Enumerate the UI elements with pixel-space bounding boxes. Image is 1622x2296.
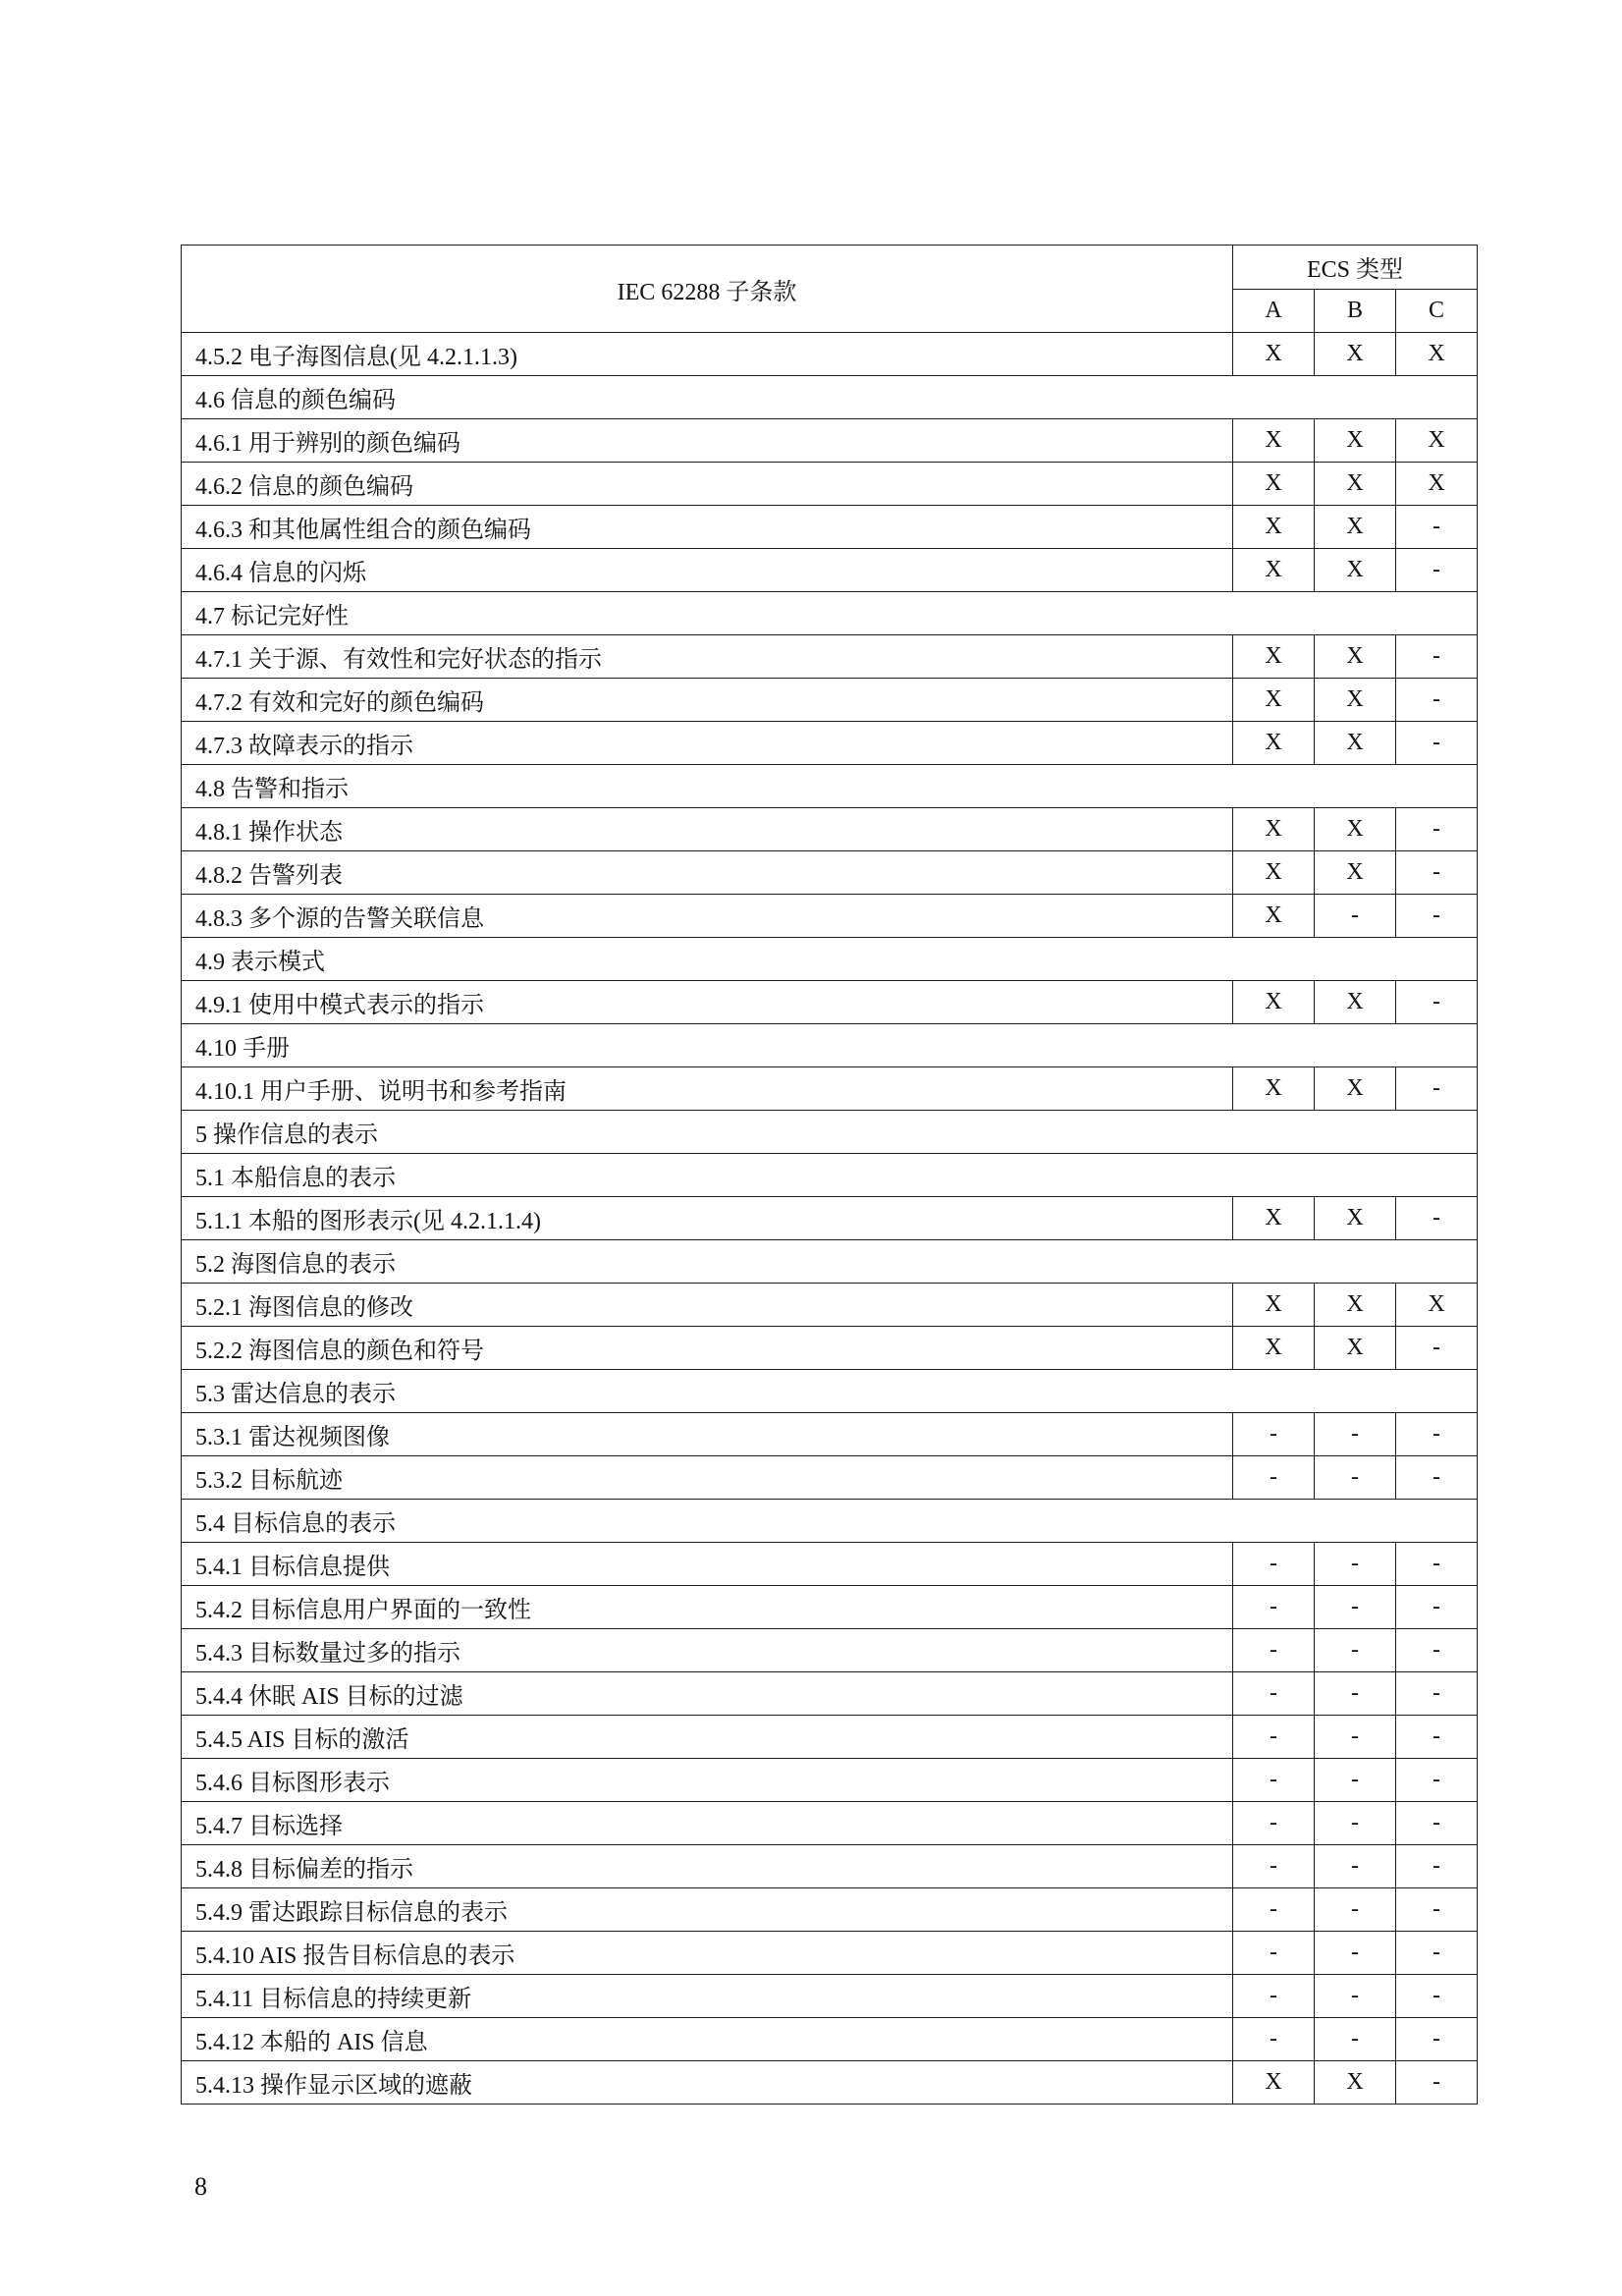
header-item-title: IEC 62288 子条款 [182, 246, 1233, 333]
section-heading: 5.3 雷达信息的表示 [182, 1370, 1478, 1413]
section-heading: 5.1 本船信息的表示 [182, 1154, 1478, 1197]
ecs-c-mark: - [1396, 981, 1478, 1024]
ecs-b-mark: X [1315, 549, 1396, 592]
ecs-a-mark: - [1233, 2018, 1315, 2061]
clause-label: 5.4.8 目标偏差的指示 [182, 1845, 1233, 1888]
ecs-a-mark: - [1233, 1672, 1315, 1716]
ecs-a-mark: - [1233, 1975, 1315, 2018]
clause-label: 4.7.2 有效和完好的颜色编码 [182, 679, 1233, 722]
clause-label: 4.6.2 信息的颜色编码 [182, 463, 1233, 506]
table-row [182, 463, 1478, 506]
ecs-c-mark: X [1396, 333, 1478, 376]
clause-label: 5.4.9 雷达跟踪目标信息的表示 [182, 1888, 1233, 1932]
header-ecs-type: ECS 类型 [1233, 246, 1478, 290]
ecs-b-mark: X [1315, 722, 1396, 765]
ecs-c-mark: - [1396, 808, 1478, 851]
section-heading: 5.4 目标信息的表示 [182, 1500, 1478, 1543]
ecs-b-mark: X [1315, 679, 1396, 722]
ecs-a-mark: X [1233, 808, 1315, 851]
clause-label: 4.10.1 用户手册、说明书和参考指南 [182, 1067, 1233, 1111]
ecs-b-mark: - [1315, 1413, 1396, 1456]
ecs-b-mark: - [1315, 1629, 1396, 1672]
ecs-b-mark: - [1315, 1759, 1396, 1802]
ecs-b-mark: X [1315, 2061, 1396, 2105]
ecs-c-mark: - [1396, 1197, 1478, 1240]
clause-label: 5.4.4 休眠 AIS 目标的过滤 [182, 1672, 1233, 1716]
section-heading: 4.7 标记完好性 [182, 592, 1478, 635]
section-row [182, 592, 1478, 635]
ecs-a-mark: X [1233, 333, 1315, 376]
table-row [182, 981, 1478, 1024]
section-heading: 4.8 告警和指示 [182, 765, 1478, 808]
ecs-a-mark: - [1233, 1932, 1315, 1975]
ecs-a-mark: - [1233, 1802, 1315, 1845]
ecs-c-mark: - [1396, 1802, 1478, 1845]
section-heading: 4.9 表示模式 [182, 938, 1478, 981]
ecs-c-mark: - [1396, 549, 1478, 592]
clause-label: 5.4.12 本船的 AIS 信息 [182, 2018, 1233, 2061]
clause-label: 5.4.7 目标选择 [182, 1802, 1233, 1845]
ecs-b-mark: X [1315, 1067, 1396, 1111]
ecs-c-mark: - [1396, 1327, 1478, 1370]
table-row [182, 1672, 1478, 1716]
ecs-c-mark: - [1396, 722, 1478, 765]
ecs-c-mark: - [1396, 1586, 1478, 1629]
section-row [182, 1111, 1478, 1154]
ecs-b-mark: - [1315, 1888, 1396, 1932]
header-col-b: B [1315, 289, 1396, 333]
clause-label: 5.4.11 目标信息的持续更新 [182, 1975, 1233, 2018]
clause-label: 4.7.1 关于源、有效性和完好状态的指示 [182, 635, 1233, 679]
ecs-b-mark: - [1315, 1543, 1396, 1586]
ecs-c-mark: X [1396, 463, 1478, 506]
section-row [182, 765, 1478, 808]
clause-label: 4.7.3 故障表示的指示 [182, 722, 1233, 765]
clause-label: 5.2.2 海图信息的颜色和符号 [182, 1327, 1233, 1370]
table-row [182, 1802, 1478, 1845]
ecs-c-mark: X [1396, 419, 1478, 463]
ecs-a-mark: X [1233, 2061, 1315, 2105]
ecs-a-mark: - [1233, 1629, 1315, 1672]
clause-label: 5.2.1 海图信息的修改 [182, 1284, 1233, 1327]
ecs-b-mark: - [1315, 895, 1396, 938]
ecs-c-mark: - [1396, 1543, 1478, 1586]
section-heading: 5 操作信息的表示 [182, 1111, 1478, 1154]
clause-label: 5.4.5 AIS 目标的激活 [182, 1716, 1233, 1759]
clause-label: 5.3.1 雷达视频图像 [182, 1413, 1233, 1456]
page-number: 8 [194, 2172, 207, 2201]
ecs-c-mark: - [1396, 1456, 1478, 1500]
ecs-a-mark: X [1233, 895, 1315, 938]
table-row [182, 1759, 1478, 1802]
section-row [182, 1154, 1478, 1197]
requirements-table [181, 245, 1478, 2105]
section-row [182, 938, 1478, 981]
table-row [182, 722, 1478, 765]
clause-label: 4.6.1 用于辨别的颜色编码 [182, 419, 1233, 463]
ecs-c-mark: - [1396, 1888, 1478, 1932]
ecs-a-mark: X [1233, 463, 1315, 506]
ecs-b-mark: X [1315, 851, 1396, 895]
section-heading: 4.6 信息的颜色编码 [182, 376, 1478, 419]
ecs-a-mark: - [1233, 1543, 1315, 1586]
ecs-a-mark: - [1233, 1413, 1315, 1456]
ecs-a-mark: X [1233, 679, 1315, 722]
table-row [182, 1067, 1478, 1111]
ecs-b-mark: - [1315, 1845, 1396, 1888]
header-col-a: A [1233, 289, 1315, 333]
ecs-b-mark: X [1315, 808, 1396, 851]
ecs-b-mark: X [1315, 1327, 1396, 1370]
ecs-a-mark: X [1233, 1067, 1315, 1111]
ecs-c-mark: - [1396, 1845, 1478, 1888]
table-row [182, 1932, 1478, 1975]
table-row [182, 679, 1478, 722]
section-heading: 4.10 手册 [182, 1024, 1478, 1067]
ecs-c-mark: - [1396, 1716, 1478, 1759]
clause-label: 5.4.10 AIS 报告目标信息的表示 [182, 1932, 1233, 1975]
ecs-c-mark: - [1396, 1067, 1478, 1111]
table-row [182, 1975, 1478, 2018]
section-row [182, 1370, 1478, 1413]
ecs-a-mark: X [1233, 635, 1315, 679]
ecs-c-mark: - [1396, 506, 1478, 549]
section-heading: 5.2 海图信息的表示 [182, 1240, 1478, 1284]
ecs-b-mark: X [1315, 1197, 1396, 1240]
ecs-b-mark: - [1315, 1586, 1396, 1629]
table-row [182, 549, 1478, 592]
table-row [182, 2061, 1478, 2105]
table-header [182, 246, 1478, 333]
ecs-c-mark: - [1396, 2018, 1478, 2061]
ecs-b-mark: - [1315, 1672, 1396, 1716]
ecs-a-mark: X [1233, 1197, 1315, 1240]
section-row [182, 1500, 1478, 1543]
clause-label: 5.4.1 目标信息提供 [182, 1543, 1233, 1586]
table-body [182, 333, 1478, 2105]
table-row [182, 1716, 1478, 1759]
table-row [182, 635, 1478, 679]
ecs-a-mark: X [1233, 1327, 1315, 1370]
table-row [182, 1456, 1478, 1500]
clause-label: 4.8.1 操作状态 [182, 808, 1233, 851]
ecs-b-mark: X [1315, 1284, 1396, 1327]
table-row [182, 1197, 1478, 1240]
ecs-b-mark: X [1315, 333, 1396, 376]
table-row [182, 419, 1478, 463]
section-row [182, 376, 1478, 419]
clause-label: 4.8.3 多个源的告警关联信息 [182, 895, 1233, 938]
ecs-c-mark: - [1396, 1975, 1478, 2018]
clause-label: 4.9.1 使用中模式表示的指示 [182, 981, 1233, 1024]
ecs-a-mark: - [1233, 1456, 1315, 1500]
clause-label: 5.4.3 目标数量过多的指示 [182, 1629, 1233, 1672]
ecs-c-mark: - [1396, 635, 1478, 679]
ecs-c-mark: X [1396, 1284, 1478, 1327]
table-row [182, 851, 1478, 895]
ecs-b-mark: - [1315, 1802, 1396, 1845]
ecs-b-mark: - [1315, 1456, 1396, 1500]
ecs-b-mark: - [1315, 1716, 1396, 1759]
header-col-c: C [1396, 289, 1478, 333]
ecs-c-mark: - [1396, 1672, 1478, 1716]
table-row [182, 1629, 1478, 1672]
ecs-c-mark: - [1396, 1759, 1478, 1802]
ecs-b-mark: X [1315, 506, 1396, 549]
table-row [182, 808, 1478, 851]
ecs-c-mark: - [1396, 1629, 1478, 1672]
ecs-a-mark: X [1233, 419, 1315, 463]
ecs-a-mark: X [1233, 981, 1315, 1024]
table-row [182, 333, 1478, 376]
table-row [182, 2018, 1478, 2061]
table-row [182, 506, 1478, 549]
clause-label: 4.5.2 电子海图信息(见 4.2.1.1.3) [182, 333, 1233, 376]
ecs-a-mark: - [1233, 1845, 1315, 1888]
table-row [182, 1888, 1478, 1932]
ecs-b-mark: X [1315, 419, 1396, 463]
table-row [182, 1327, 1478, 1370]
ecs-c-mark: - [1396, 679, 1478, 722]
ecs-b-mark: X [1315, 981, 1396, 1024]
ecs-b-mark: X [1315, 635, 1396, 679]
table-row [182, 1543, 1478, 1586]
table-row [182, 1413, 1478, 1456]
ecs-a-mark: - [1233, 1586, 1315, 1629]
ecs-c-mark: - [1396, 895, 1478, 938]
clause-label: 5.1.1 本船的图形表示(见 4.2.1.1.4) [182, 1197, 1233, 1240]
ecs-a-mark: X [1233, 549, 1315, 592]
ecs-a-mark: X [1233, 722, 1315, 765]
section-row [182, 1024, 1478, 1067]
table-row [182, 895, 1478, 938]
ecs-b-mark: - [1315, 2018, 1396, 2061]
section-row [182, 1240, 1478, 1284]
ecs-c-mark: - [1396, 1932, 1478, 1975]
clause-label: 5.3.2 目标航迹 [182, 1456, 1233, 1500]
ecs-b-mark: - [1315, 1932, 1396, 1975]
clause-label: 4.6.3 和其他属性组合的颜色编码 [182, 506, 1233, 549]
ecs-c-mark: - [1396, 851, 1478, 895]
ecs-c-mark: - [1396, 1413, 1478, 1456]
ecs-c-mark: - [1396, 2061, 1478, 2105]
clause-label: 4.8.2 告警列表 [182, 851, 1233, 895]
ecs-b-mark: - [1315, 1975, 1396, 2018]
ecs-a-mark: X [1233, 506, 1315, 549]
ecs-b-mark: X [1315, 463, 1396, 506]
ecs-a-mark: - [1233, 1716, 1315, 1759]
ecs-a-mark: X [1233, 1284, 1315, 1327]
ecs-a-mark: - [1233, 1759, 1315, 1802]
clause-label: 4.6.4 信息的闪烁 [182, 549, 1233, 592]
table-row [182, 1284, 1478, 1327]
table-row [182, 1586, 1478, 1629]
ecs-a-mark: X [1233, 851, 1315, 895]
clause-label: 5.4.2 目标信息用户界面的一致性 [182, 1586, 1233, 1629]
table-row [182, 1845, 1478, 1888]
clause-label: 5.4.13 操作显示区域的遮蔽 [182, 2061, 1233, 2105]
clause-label: 5.4.6 目标图形表示 [182, 1759, 1233, 1802]
ecs-a-mark: - [1233, 1888, 1315, 1932]
